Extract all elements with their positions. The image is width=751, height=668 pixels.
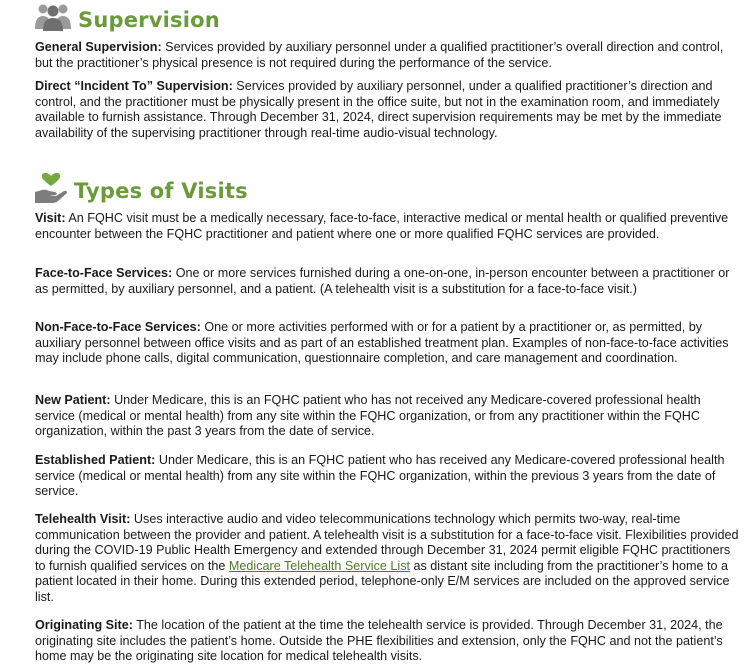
definition-text: An FQHC visit must be a medically necessary, face-to-face, interactive medical or mental health or qualified preventive encounter between the FQHC practitioner and patient where one or more qualified FQHC services are provided.	[35, 211, 729, 241]
section-title: Supervision	[78, 7, 220, 32]
definition-term: Non-Face-to-Face Services:	[35, 320, 201, 334]
definition-term: General Supervision:	[35, 40, 162, 54]
definition-text: as distant site including from the practitioner’s home to a patient located in their home. During this extended period, telephone-only E/M services are included on the approved service list.	[35, 558, 730, 604]
definition-term: New Patient:	[35, 393, 111, 407]
definition-text: Services provided by auxiliary personnel, under a qualified practitioner’s direction and control, and the practitioner must be physically present in the office suite, but not in the examination room, and immediately available to furnish assistance. Through December 31, 2024, direct supervision requirements may be met by the immediate availability of the supervising practitioner through real-time audio-visual technology.	[35, 79, 722, 140]
group-icon	[34, 3, 72, 36]
definition-non-face-to-face-services	[35, 320, 740, 367]
definition-originating-site	[35, 618, 740, 665]
section-title: Types of Visits	[74, 178, 248, 203]
definition-text: One or more activities performed with or for a patient by a practitioner or, as permitted, by auxiliary personnel between office visits and as part of an established treatment plan. Examples of non-face-to-face activities may include phone calls, digital communication, questionnaire completion, and care management and coordination.	[35, 320, 729, 366]
definition-term: Direct “Incident To” Supervision:	[35, 79, 233, 93]
definition-telehealth-visit	[35, 512, 740, 606]
definition-visit	[35, 211, 740, 242]
hand-heart-icon	[34, 172, 68, 209]
definition-term: Originating Site:	[35, 618, 133, 632]
section-heading-types-of-visits	[34, 172, 248, 209]
definition-face-to-face-services	[35, 266, 740, 297]
definition-text: Services provided by auxiliary personnel under a qualified practitioner’s overall direction and control, but the practitioner’s physical presence is not required during the performance of the service.	[35, 40, 724, 70]
definition-term: Telehealth Visit:	[35, 512, 131, 526]
definition-text: Under Medicare, this is an FQHC patient who has received any Medicare-covered professional health service (medical or mental health) from any site within the FQHC organization, within the previous 3 years from the date of service.	[35, 453, 725, 499]
definition-term: Visit:	[35, 211, 66, 225]
definition-text: Uses interactive audio and video telecommunications technology which permits two-way, real-time communication between the provider and patient. A telehealth visit is a substitution for a face-to-face visit. Flexibilities provided during the COVID-19 Public Health Emergency and extended through December 31, 2024 permit eligible FQHC practitioners to furnish qualified services on the	[35, 512, 739, 573]
definition-text: One or more services furnished during a one-on-one, in-person encounter between a practitioner or as permitted, by auxiliary personnel, and a patient. (A telehealth visit is a substitution for a face-to-face visit.)	[35, 266, 730, 296]
definition-established-patient	[35, 453, 740, 500]
definition-text: Under Medicare, this is an FQHC patient who has not received any Medicare-covered professional health service (medical or mental health) from any site within the FQHC organization, or from any practitioner within the FQHC organization, within the past 3 years from the date of service.	[35, 393, 701, 439]
definition-direct-supervision	[35, 79, 740, 141]
definition-new-patient	[35, 393, 740, 440]
definition-general-supervision	[35, 40, 740, 71]
definition-text: The location of the patient at the time the telehealth service is provided. Through December 31, 2024, the originating site includes the patient’s home. Outside the PHE flexibilities and extension, only the FQHC and not the patient’s home may be the originating site location for medical telehealth visits.	[35, 618, 723, 664]
definition-term: Face-to-Face Services:	[35, 266, 173, 280]
definition-term: Established Patient:	[35, 453, 156, 467]
section-heading-supervision	[34, 3, 220, 36]
medicare-telehealth-service-list-link[interactable]: Medicare Telehealth Service List	[228, 558, 410, 573]
